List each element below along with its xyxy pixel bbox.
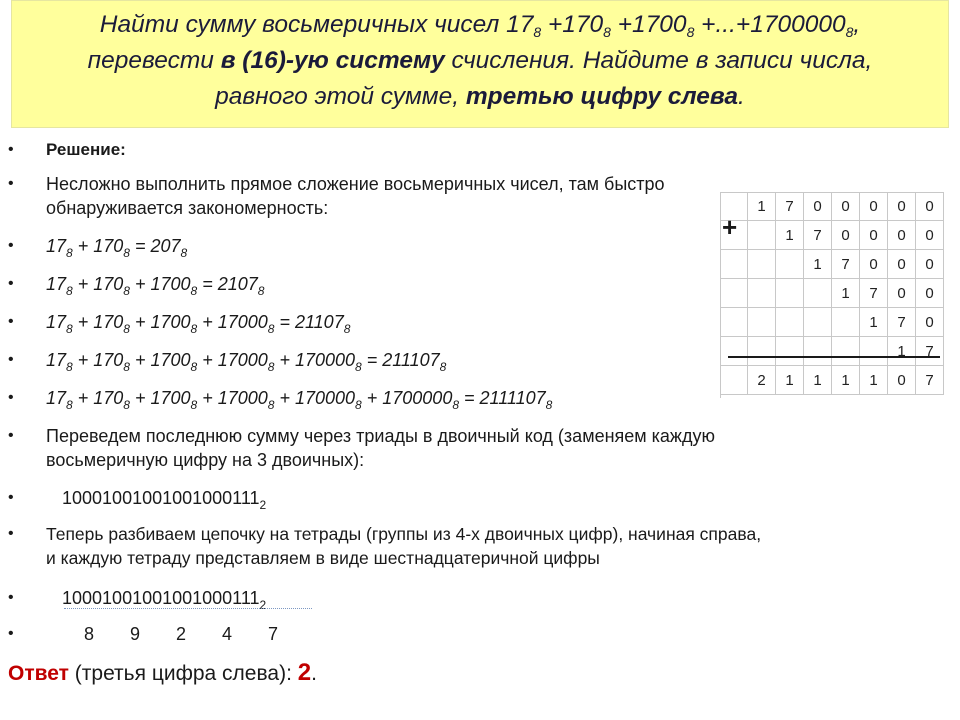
grid-cell: 0 [916,250,944,279]
grid-cell [776,279,804,308]
hex-digit: 4 [222,624,233,644]
grid-cell: 0 [860,250,888,279]
grid-cell [776,250,804,279]
hex-digit: 8 [84,624,95,644]
addition-grid [720,192,944,398]
grid-cell [748,337,776,366]
bullet-icon: • [8,489,14,506]
bullet-icon: • [8,237,14,254]
grid-cell: 0 [888,250,916,279]
grid-cell: 7 [860,279,888,308]
grid-cell [720,279,748,308]
bullet-icon: • [8,351,14,368]
grid-cell: 0 [916,192,944,221]
grid-cell: 7 [776,192,804,221]
grid-cell [804,308,832,337]
grid-cell: 1 [860,366,888,395]
grid-cell: 7 [916,337,944,366]
grid-cell [832,337,860,366]
grid-cell: 2 [748,366,776,395]
grid-cell: 0 [804,192,832,221]
formula-3: $17_8 + 170_8 + 1700_8 + 17000_8 = 21107_8$ [46,312,351,336]
intro-paragraph: Несложно выполнить прямое сложение восьмеричных чисел, там быстро обнаруживается закономерность: [46,174,665,218]
hex-digit: 2 [176,624,187,644]
grid-cell [748,308,776,337]
grid-cell: 1 [832,279,860,308]
tetrad-paragraph: Теперь разбиваем цепочку на тетрады (группы из 4-х двоичных цифр), начиная справа, и каждую тетраду представляем в виде шестнадцатеричной цифры [46,524,762,568]
grid-cell [748,221,776,250]
grid-cell: 7 [832,250,860,279]
hex-digit: 7 [268,624,279,644]
binary-grouped: $10001001001001000111_2$ [62,588,267,612]
grid-cell: 1 [776,221,804,250]
grid-cell [720,337,748,366]
grid-cell: 0 [888,366,916,395]
grid-cell [776,337,804,366]
grid-cell [720,250,748,279]
grid-cell: 0 [916,308,944,337]
grid-cell: 1 [832,366,860,395]
bullet-icon: • [8,275,14,292]
grid-cell [748,279,776,308]
grid-cell: 0 [860,221,888,250]
grid-cell [804,279,832,308]
answer-text: (третья цифра слева): [68,662,298,685]
bullet-icon: • [8,427,14,444]
triad-paragraph: Переведем последнюю сумму через триады в двоичный код (заменяем каждую восьмеричную цифру на 3 двоичных): [46,426,715,470]
hex-digits [84,622,314,646]
grid-cell [832,308,860,337]
title-line-2: перевести в (16)-ую систему счисления. Найдите в записи числа, [87,47,873,74]
answer-value: 2 [297,659,312,686]
problem-statement [11,0,949,128]
title-line-1: Найти сумму восьмеричных чисел $17_8 +170_8 +1700_8 +...+1700000_8$, [99,11,861,40]
grid-cell: 0 [832,221,860,250]
grid-cell: 0 [888,221,916,250]
grid-cell: 0 [888,192,916,221]
bullet-icon: • [8,625,14,642]
grid-cell [720,366,748,395]
title-line-3: равного этой сумме, третью цифру слева. [215,83,745,110]
grid-cell: 1 [860,308,888,337]
grid-cell: 7 [916,366,944,395]
grid-cell [720,308,748,337]
grid-cell: 0 [916,221,944,250]
grid-cell: 1 [804,366,832,395]
grid-cell [748,250,776,279]
grid-cell: 1 [804,250,832,279]
bullet-icon: • [8,175,14,192]
binary-result: $10001001001001000111_2$ [62,488,267,512]
answer-line: Ответ (третья цифра слева): 2. [8,659,317,686]
answer-label: Ответ [8,662,69,685]
grid-cell [776,308,804,337]
grid-cell: 0 [888,279,916,308]
grid-cell: 7 [888,308,916,337]
grid-cell [804,337,832,366]
bullet-icon: • [8,389,14,406]
solution-heading: Решение: [46,140,126,159]
plus-sign: + [722,212,738,242]
grid-cell: 0 [860,192,888,221]
bullet-icon: • [8,313,14,330]
formula-2: $17_8 + 170_8 + 1700_8 = 2107_8$ [46,274,265,298]
grid-cell: 1 [748,192,776,221]
grid-cell: 0 [916,279,944,308]
bullet-icon: • [8,589,14,606]
bullet-icon: • [8,141,14,158]
tetrad-brackets [62,588,312,612]
bullet-icon: • [8,525,14,542]
formula-1: $17_8 + 170_8 = 207_8$ [46,236,188,260]
grid-cell: 0 [832,192,860,221]
formula-4: $17_8 + 170_8 + 1700_8 + 17000_8 + 170000_8 = 211107_8$ [46,350,447,374]
grid-cell: 1 [776,366,804,395]
grid-cell: 7 [804,221,832,250]
formula-5: $17_8 + 170_8 + 1700_8 + 17000_8 + 170000_8 + 1700000_8 = 2111107_8$ [46,388,553,412]
grid-cell: 1 [888,337,916,366]
hex-digit: 9 [130,624,141,644]
sum-rule-line [728,356,940,358]
grid-cell [860,337,888,366]
